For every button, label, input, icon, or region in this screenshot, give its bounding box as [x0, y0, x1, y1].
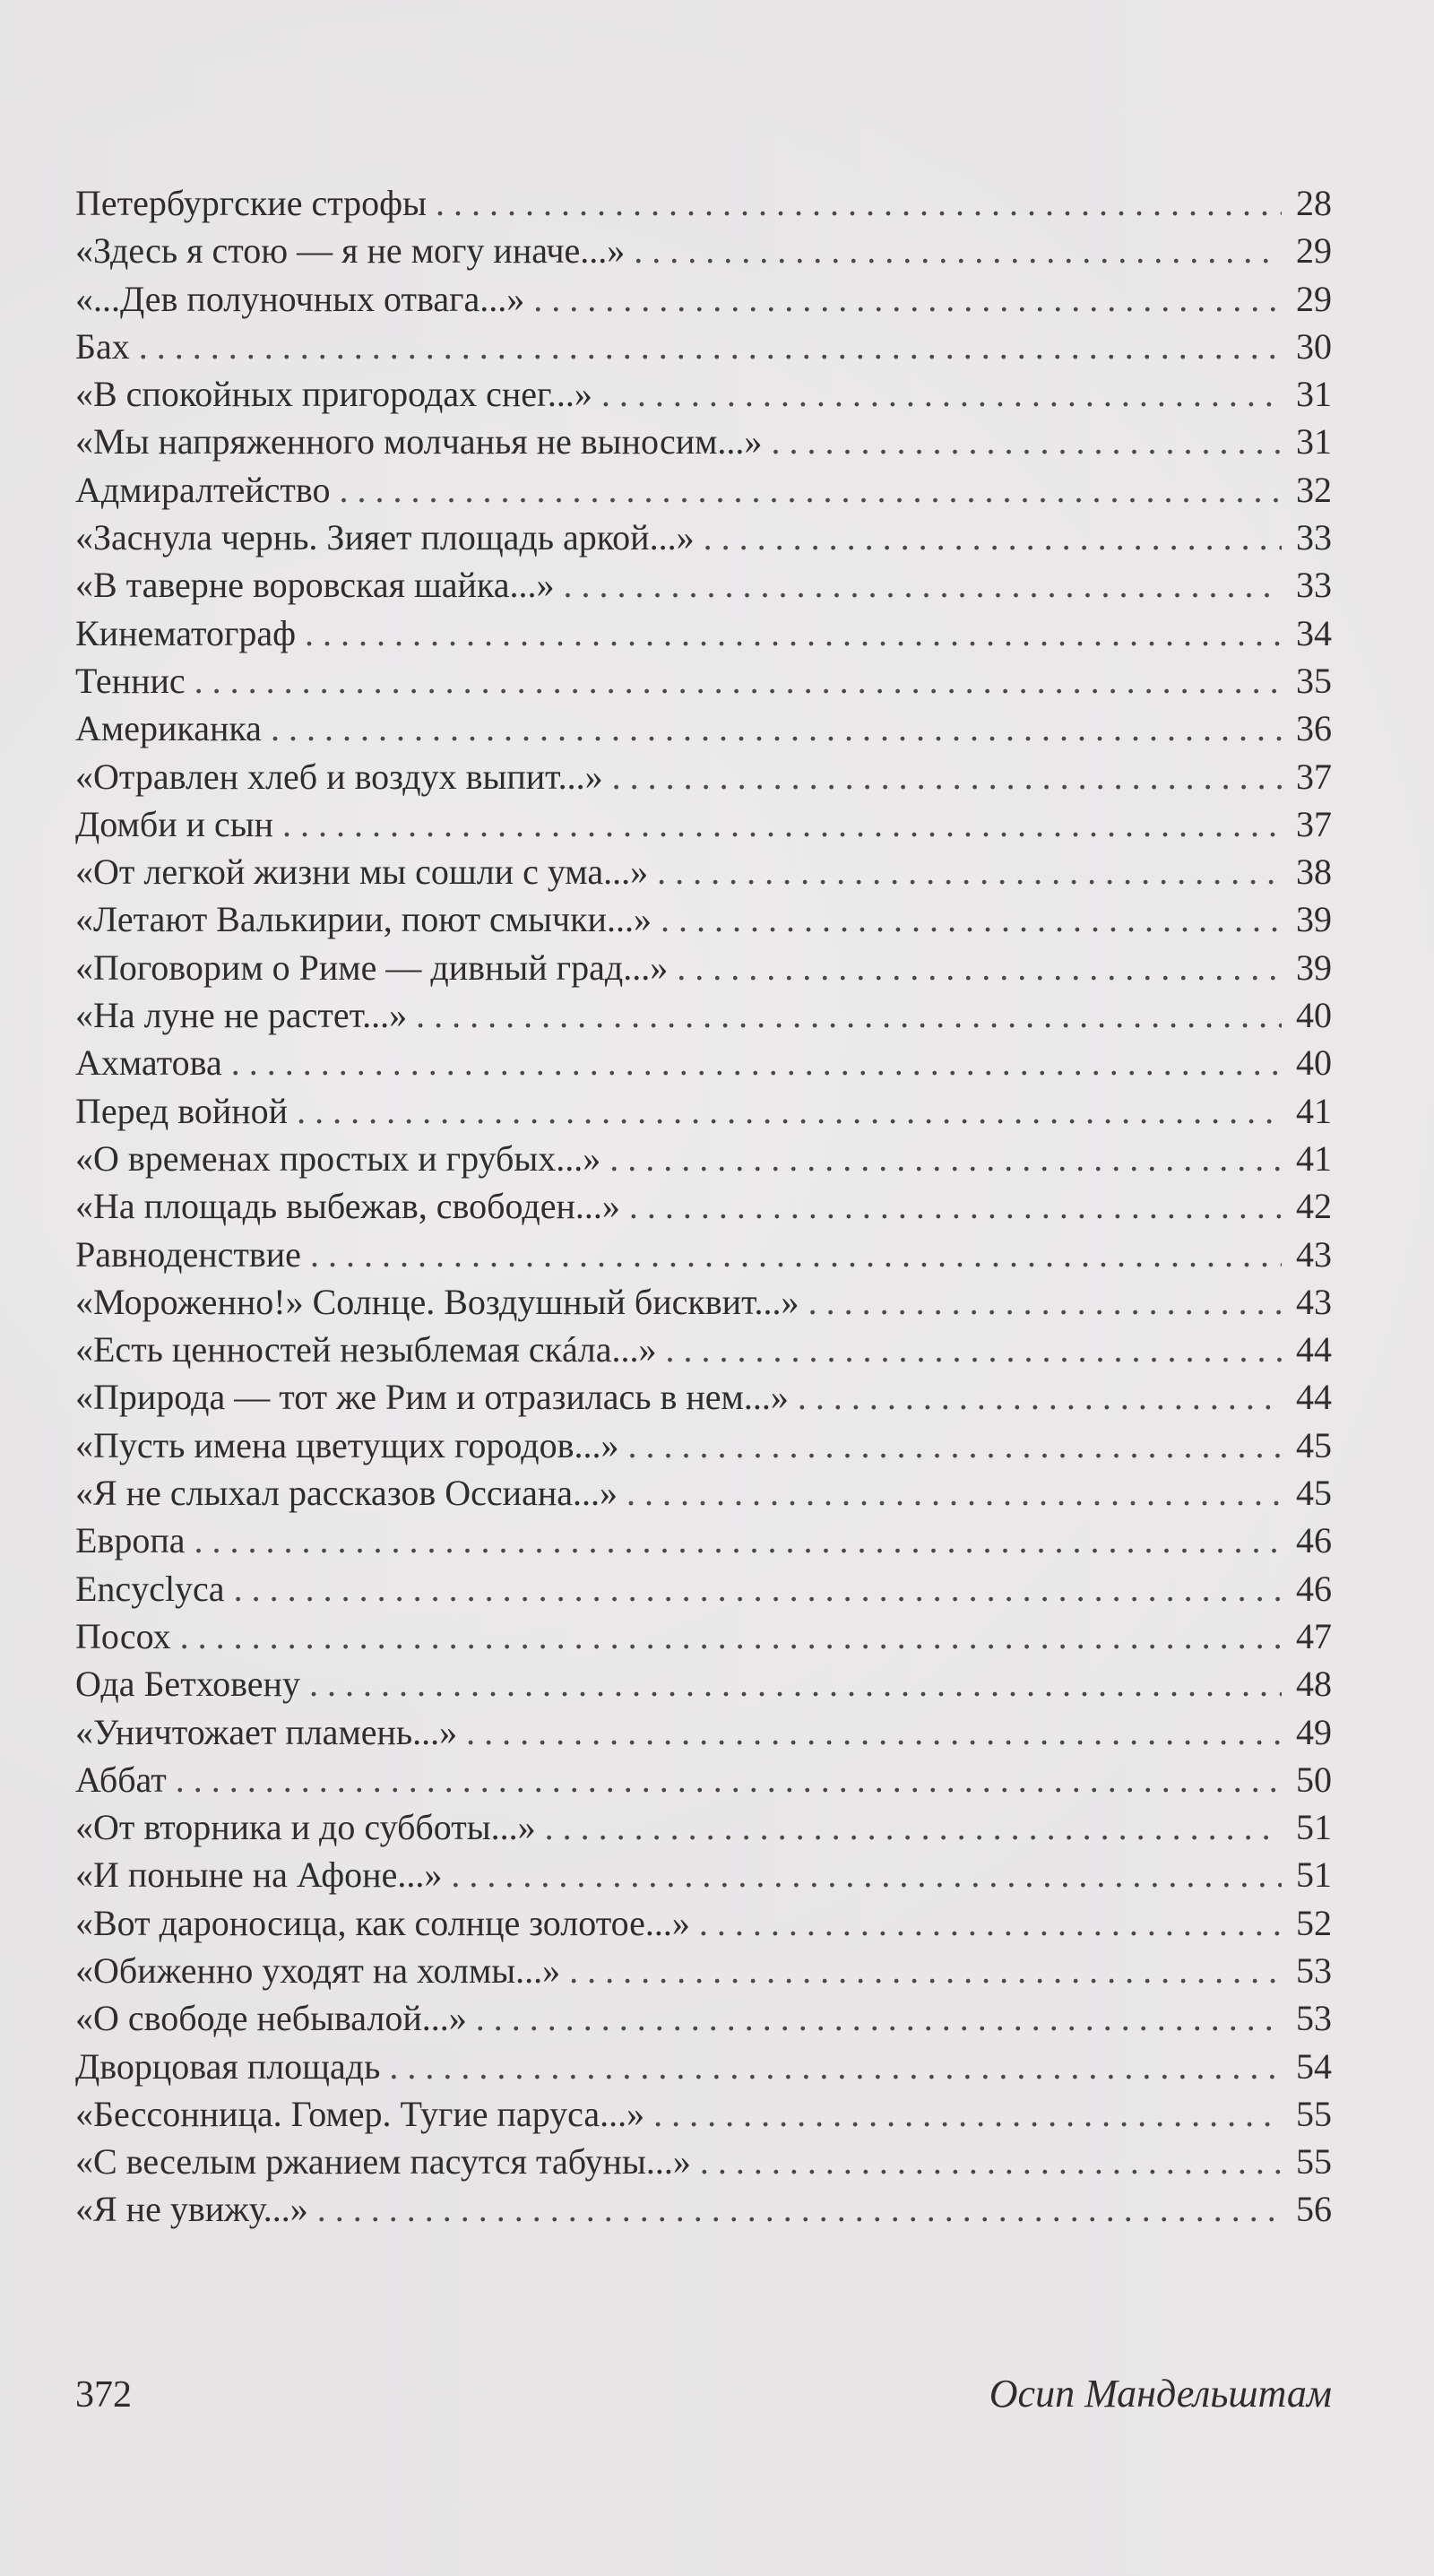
toc-leader-dots: [139, 323, 1282, 370]
toc-entry-title: «О временах простых и грубых...»: [75, 1137, 601, 1179]
toc-leader-dots: [699, 1899, 1282, 1947]
toc-entry: [75, 1660, 1332, 1707]
toc-entry-page: 51: [1296, 1807, 1332, 1848]
toc-entry-title: «Пусть имена цветущих городов...»: [75, 1424, 619, 1465]
toc-entry-title: «И поныне на Афоне...»: [75, 1854, 443, 1896]
toc-entry: [75, 2138, 1332, 2185]
toc-entry-page: 53: [1296, 1949, 1332, 1991]
toc-leader-dots: [808, 1278, 1282, 1326]
toc-leader-dots: [231, 1039, 1282, 1086]
toc-entry-title: «Обиженно уходят на холмы...»: [75, 1949, 561, 1991]
toc-leader-dots: [533, 275, 1282, 323]
toc-entry: [75, 1708, 1332, 1756]
toc-entry-page: 38: [1296, 851, 1332, 893]
toc-leader-dots: [545, 1803, 1282, 1851]
toc-entry: [75, 418, 1332, 465]
toc-entry-page: 45: [1296, 1424, 1332, 1465]
toc-entry: [75, 1373, 1332, 1421]
toc-entry: [75, 323, 1332, 370]
toc-entry-title: Американка: [75, 708, 262, 749]
toc-entry: [75, 1087, 1332, 1135]
toc-entry-page: 41: [1296, 1137, 1332, 1179]
toc-leader-dots: [309, 1660, 1282, 1707]
toc-entry: [75, 1851, 1332, 1898]
toc-leader-dots: [180, 1612, 1282, 1660]
toc-leader-dots: [476, 1994, 1282, 2042]
toc-entry-page: 42: [1296, 1186, 1332, 1227]
toc-entry-page: 55: [1296, 2141, 1332, 2183]
toc-leader-dots: [451, 1851, 1282, 1898]
toc-entry-title: «На площадь выбежав, свободен...»: [75, 1186, 620, 1227]
toc-leader-dots: [234, 1565, 1282, 1612]
toc-entry: [75, 1612, 1332, 1660]
toc-entry-page: 37: [1296, 756, 1332, 797]
toc-entry-page: 46: [1296, 1520, 1332, 1561]
toc-leader-dots: [666, 1326, 1282, 1373]
toc-entry: [75, 1182, 1332, 1230]
toc-entry-page: 49: [1296, 1711, 1332, 1752]
toc-entry-title: «В таверне воровская шайка...»: [75, 565, 555, 606]
toc-entry-title: Бах: [75, 325, 130, 367]
toc-entry-page: 28: [1296, 183, 1332, 223]
toc-leader-dots: [436, 179, 1282, 227]
toc-entry-title: «Я не увижу...»: [75, 2189, 308, 2230]
toc-entry-page: 31: [1296, 374, 1332, 415]
toc-entry-title: «Заснула чернь. Зияет площадь аркой...»: [75, 517, 695, 558]
toc-entry-page: 39: [1296, 947, 1332, 988]
toc-entry: [75, 2090, 1332, 2138]
toc-leader-dots: [416, 991, 1282, 1039]
toc-entry: [75, 1994, 1332, 2042]
toc-entry-page: 34: [1296, 612, 1332, 653]
toc-leader-dots: [305, 609, 1282, 657]
toc-entry-page: 44: [1296, 1377, 1332, 1418]
toc-leader-dots: [634, 227, 1282, 274]
toc-entry-page: 43: [1296, 1233, 1332, 1275]
toc-entry-page: 37: [1296, 803, 1332, 844]
toc-entry: [75, 466, 1332, 514]
toc-entry: [75, 1803, 1332, 1851]
toc-entry-page: 52: [1296, 1902, 1332, 1943]
toc-entry: [75, 1517, 1332, 1564]
toc-entry-title: Посох: [75, 1615, 171, 1656]
toc-entry-title: «...Дев полуночных отвага...»: [75, 278, 525, 319]
toc-entry-title: Европа: [75, 1520, 186, 1561]
toc-entry-title: «Природа — тот же Рим и отразилась в нем...»: [75, 1377, 789, 1418]
toc-entry-title: «От легкой жизни мы сошли с ума...»: [75, 851, 649, 893]
toc-entry-page: 45: [1296, 1473, 1332, 1514]
toc-entry: [75, 705, 1332, 752]
toc-leader-dots: [771, 418, 1282, 465]
toc-entry: [75, 514, 1332, 561]
toc-leader-dots: [310, 1231, 1282, 1278]
toc-leader-dots: [194, 1517, 1282, 1564]
toc-entry: [75, 1326, 1332, 1373]
toc-entry: [75, 1947, 1332, 1994]
toc-entry-title: Ахматова: [75, 1042, 222, 1084]
toc-leader-dots: [657, 848, 1282, 895]
toc-leader-dots: [297, 1087, 1282, 1135]
toc-entry-title: Encyclyca: [75, 1568, 225, 1609]
toc-entry-page: 36: [1296, 708, 1332, 749]
toc-entry-title: «Здесь я стою — я не могу иначе...»: [75, 230, 626, 272]
toc-entry-page: 33: [1296, 517, 1332, 558]
toc-entry-title: «С веселым ржанием пасутся табуны...»: [75, 2141, 691, 2183]
toc-entry: [75, 1278, 1332, 1326]
toc-leader-dots: [176, 1756, 1282, 1803]
toc-entry-title: «Мороженно!» Солнце. Воздушный бисквит...»: [75, 1281, 799, 1322]
toc-entry-page: 47: [1296, 1615, 1332, 1656]
toc-entry-title: «Бессонница. Гомер. Тугие паруса...»: [75, 2093, 645, 2134]
toc-entry-title: «Уничтожает пламень...»: [75, 1711, 458, 1752]
toc-entry: [75, 609, 1332, 657]
running-author: Осип Мандельштам: [989, 2372, 1332, 2416]
toc-entry-title: «Летают Валькирии, поют смычки...»: [75, 899, 652, 940]
toc-entry: [75, 1469, 1332, 1517]
toc-entry-page: 51: [1296, 1854, 1332, 1896]
toc-leader-dots: [798, 1373, 1282, 1421]
toc-entry-page: 54: [1296, 2045, 1332, 2087]
toc-leader-dots: [282, 800, 1282, 848]
toc-entry-page: 43: [1296, 1281, 1332, 1322]
toc-leader-dots: [626, 1469, 1282, 1517]
toc-leader-dots: [629, 1182, 1282, 1230]
toc-entry-title: «От вторника и до субботы...»: [75, 1807, 536, 1848]
toc-leader-dots: [627, 1422, 1282, 1469]
toc-entry-title: «На луне не растет...»: [75, 995, 408, 1036]
toc-entry: [75, 227, 1332, 274]
toc-entry: [75, 848, 1332, 895]
toc-entry-title: «Поговорим о Риме — дивный град...»: [75, 947, 669, 988]
toc-leader-dots: [704, 514, 1282, 561]
toc-entry: [75, 991, 1332, 1039]
toc-entry-page: 53: [1296, 1998, 1332, 2039]
toc-leader-dots: [317, 2185, 1282, 2233]
toc-entry: [75, 800, 1332, 848]
toc-entry: [75, 1756, 1332, 1803]
toc-entry-page: 40: [1296, 1042, 1332, 1084]
toc-entry-title: «В спокойных пригородах снег...»: [75, 374, 592, 415]
toc-entry-title: «Я не слыхал рассказов Оссиана...»: [75, 1473, 618, 1514]
toc-entry: [75, 895, 1332, 943]
toc-entry-page: 46: [1296, 1568, 1332, 1609]
toc-leader-dots: [677, 944, 1282, 991]
toc-leader-dots: [601, 370, 1282, 418]
toc-entry-title: Дворцовая площадь: [75, 2045, 381, 2087]
toc-entry: [75, 1135, 1332, 1182]
toc-entry-page: 31: [1296, 421, 1332, 462]
toc-entry-title: «Отравлен хлеб и воздух выпит...»: [75, 756, 603, 797]
toc-leader-dots: [340, 466, 1282, 514]
toc-entry-page: 48: [1296, 1664, 1332, 1705]
table-of-contents: [75, 179, 1332, 2234]
toc-entry-title: Аббат: [75, 1759, 167, 1800]
toc-entry-page: 32: [1296, 469, 1332, 510]
toc-entry: [75, 2043, 1332, 2090]
toc-entry-title: Домби и сын: [75, 803, 274, 844]
toc-entry: [75, 1565, 1332, 1612]
toc-entry: [75, 753, 1332, 800]
toc-leader-dots: [271, 705, 1282, 752]
toc-entry-page: 40: [1296, 995, 1332, 1036]
toc-leader-dots: [569, 1947, 1282, 1994]
toc-leader-dots: [700, 2138, 1282, 2185]
toc-entry-title: «Вот дароносица, как солнце золотое...»: [75, 1902, 690, 1943]
toc-entry-page: 50: [1296, 1759, 1332, 1800]
toc-entry: [75, 370, 1332, 418]
toc-entry-title: «Мы напряженного молчанья не выносим...»: [75, 421, 763, 462]
toc-entry: [75, 1039, 1332, 1086]
toc-entry-page: 29: [1296, 230, 1332, 272]
toc-entry-title: «Есть ценностей незыблемая скáла...»: [75, 1329, 657, 1370]
page-footer: [75, 2371, 1332, 2416]
toc-entry-title: Перед войной: [75, 1090, 289, 1131]
toc-leader-dots: [612, 753, 1282, 800]
toc-entry-page: 35: [1296, 660, 1332, 701]
toc-entry-title: Равноденствие: [75, 1233, 301, 1275]
toc-leader-dots: [653, 2090, 1282, 2138]
toc-leader-dots: [661, 895, 1282, 943]
toc-leader-dots: [389, 2043, 1282, 2090]
toc-entry-title: Петербургские строфы: [75, 183, 427, 223]
toc-leader-dots: [466, 1708, 1282, 1756]
page-number: 372: [75, 2374, 132, 2416]
toc-entry-page: 39: [1296, 899, 1332, 940]
toc-entry-page: 30: [1296, 325, 1332, 367]
toc-entry-title: Кинематограф: [75, 612, 297, 653]
toc-entry-page: 56: [1296, 2189, 1332, 2230]
toc-entry-title: «О свободе небывалой...»: [75, 1998, 467, 2039]
toc-entry-page: 29: [1296, 278, 1332, 319]
toc-entry: [75, 1422, 1332, 1469]
toc-entry: [75, 1231, 1332, 1278]
toc-entry-title: Теннис: [75, 660, 186, 701]
toc-entry-page: 41: [1296, 1090, 1332, 1131]
toc-entry: [75, 657, 1332, 705]
toc-entry: [75, 2185, 1332, 2233]
toc-entry-page: 44: [1296, 1329, 1332, 1370]
toc-leader-dots: [609, 1135, 1282, 1182]
toc-entry: [75, 179, 1332, 227]
toc-entry-title: Адмиралтейство: [75, 469, 331, 510]
toc-entry: [75, 944, 1332, 991]
toc-entry-title: Ода Бетховену: [75, 1664, 300, 1705]
toc-leader-dots: [194, 657, 1282, 705]
toc-entry: [75, 1899, 1332, 1947]
toc-entry: [75, 561, 1332, 609]
toc-leader-dots: [564, 561, 1282, 609]
toc-entry-page: 55: [1296, 2093, 1332, 2134]
toc-entry-page: 33: [1296, 565, 1332, 606]
toc-entry: [75, 275, 1332, 323]
